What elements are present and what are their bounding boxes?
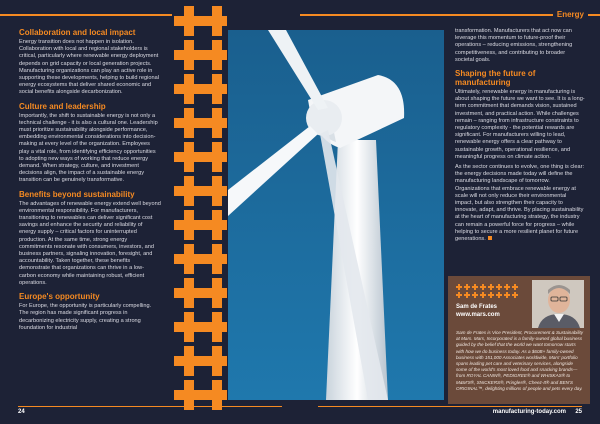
footer-website: manufacturing-today.com (492, 409, 566, 415)
cross-shape (174, 244, 204, 274)
cross-shape (174, 74, 204, 104)
cross-shape (504, 284, 510, 290)
cross-shape (202, 108, 227, 138)
cross-shape (202, 142, 227, 172)
cross-shape (174, 40, 204, 70)
footer-rule-left (18, 406, 282, 407)
cross-shape (488, 284, 494, 290)
page-number-left: 24 (18, 409, 25, 415)
right-text-column (455, 28, 585, 246)
cross-shape (202, 312, 227, 342)
paragraph (455, 164, 585, 243)
cross-shape (202, 210, 227, 240)
paragraph: transformation. Manufacturers that act now can leverage this momentum to future-proof their operations – reducing emissions, strengthening competitiveness, and contributing to broader societal goals. (455, 28, 573, 63)
paragraph: Ultimately, renewable energy in manufacturing is about shaping the future we want to see. It is a long-term commitment that demands vision, sustained investment, and practical action. While challenges remain – ranging from infrastructure constraints to regulatory complexity - the potential rewards are significant. For manufacturers willing to lead, renewable energy offers a clear pathway to sustainable growth, operational resilience, and meaningful progress on climate action. (455, 89, 585, 160)
author-photo (532, 280, 584, 328)
section-heading: Benefits beyond sustainability (19, 189, 135, 199)
cross-shape (456, 284, 462, 290)
cross-shape (174, 312, 204, 342)
paragraph: Importantly, the shift to sustainable energy is not only a technical challenge - it is also a cultural one. Leadership must prioritize sustainability alongside performance, embedding environmental considerations into decision-making at every level of the organization. Employees play a vital role, from identifying efficiency opportunities to adopting new ways of working that reduce energy demand. When strategy, culture, and investment decisions align, the impact of a sustainable energy transition can be genuinely transformative. (19, 112, 158, 184)
author-name: Sam de Frates (456, 304, 498, 310)
left-text-column (19, 28, 161, 335)
paragraph-text: As the sector continues to evolve, one thing is clear: the energy decisions made today will define the manufacturing landscape of tomorrow. Organizations that embrace renewable energy at scale will not only reduce their environmental impact, but also strengthen their capacity to innovate, adapt, and thrive. By placing sustainability at the heart of manufacturing strategy, the industry can remain a powerful force for progress – while helping to secure a more resilient planet for future generations. (455, 164, 585, 243)
orange-cross-pattern (172, 0, 227, 410)
cross-shape (174, 142, 204, 172)
paragraph: The advantages of renewable energy extend well beyond environmental responsibility. For manufacturers, transitioning to renewables can deliver significant cost savings and enhance the security and reliability of energy supply – critical factors for uninterrupted production. At the same time, strong energy commitments resonate with consumers, investors, and business partners, signaling innovation, foresight, and accountability. Taken together, these benefits demonstrate that organizations can thrive in a low-carbon economy while maintaining robust, efficient operations. (19, 200, 161, 286)
cross-shape (202, 6, 227, 36)
cross-shape (202, 278, 227, 308)
top-rule-left (0, 14, 172, 16)
author-website: www.mars.com (456, 312, 500, 318)
section-heading: Collaboration and local impact (19, 28, 136, 37)
cross-shape (202, 74, 227, 104)
author-portrait (532, 280, 584, 328)
cross-shape (496, 284, 502, 290)
cross-shape (174, 346, 204, 376)
paragraph: For Europe, the opportunity is particularly compelling. The region has made significant progress in decarbonizing electricity supply, creating a strong foundation for industrial (19, 303, 152, 331)
section-heading: Europe's opportunity (19, 292, 100, 302)
cross-shape (472, 284, 478, 290)
page-number-right: 25 (575, 409, 582, 415)
author-bio-text: Sam de Frates is Vice President, Procurement & Sustainability at Mars. Mars, Incorporated is a family-owned global business guided by the belief that the world we want tomorrow starts with how we do business today. As a $60B+ family-owned business with 151,000 Associates worldwide, Mars' portfolio spans leading pet care and veterinary services, alongside some of the world's most loved food and snacking brands—from ROYAL CANIN®, PEDIGREE® and WHISKAS® to M&M'S®, SNICKERS®, Pringles®, Cheez-It® and BEN'S ORIGINAL™, delighting millions of people and pets every day. (456, 330, 584, 391)
cross-shape (202, 176, 227, 206)
section-tag: Energy (553, 10, 588, 19)
cross-shape (480, 292, 486, 298)
cross-shape (174, 176, 204, 206)
cross-shape (464, 284, 470, 290)
cross-shape (174, 108, 204, 138)
cross-shape (472, 292, 478, 298)
cross-shape (504, 292, 510, 298)
author-bio-box (448, 276, 590, 404)
cross-shape (202, 40, 227, 70)
footer-rule-right (318, 406, 582, 407)
cross-shape (456, 292, 462, 298)
cross-shape (488, 292, 494, 298)
cross-shape (480, 284, 486, 290)
cross-shape (496, 292, 502, 298)
cross-shape (174, 278, 204, 308)
paragraph: Energy transition does not happen in isolation. Collaboration with local and regional stakeholders is critical, particularly where renewable energy deployment depends on grid capacity or local generation projects. Manufacturing organizations can play an active role in supporting these developments, helping to build regional energy ecosystems that deliver shared economic and social benefits alongside decarbonization. (19, 39, 159, 96)
section-heading: Shaping the future of manufacturing (455, 69, 536, 88)
end-mark-icon (488, 236, 492, 240)
cross-shape (512, 292, 518, 298)
wind-turbine-illustration (228, 30, 444, 400)
cross-shape (202, 244, 227, 274)
section-heading: Culture and leadership (19, 101, 106, 111)
cross-shape (512, 284, 518, 290)
cross-shape (464, 292, 470, 298)
cross-shape (174, 210, 204, 240)
wind-turbine-photo (228, 30, 444, 400)
bio-cross-pattern (456, 284, 526, 300)
cross-shape (174, 6, 204, 36)
cross-shape (202, 346, 227, 376)
